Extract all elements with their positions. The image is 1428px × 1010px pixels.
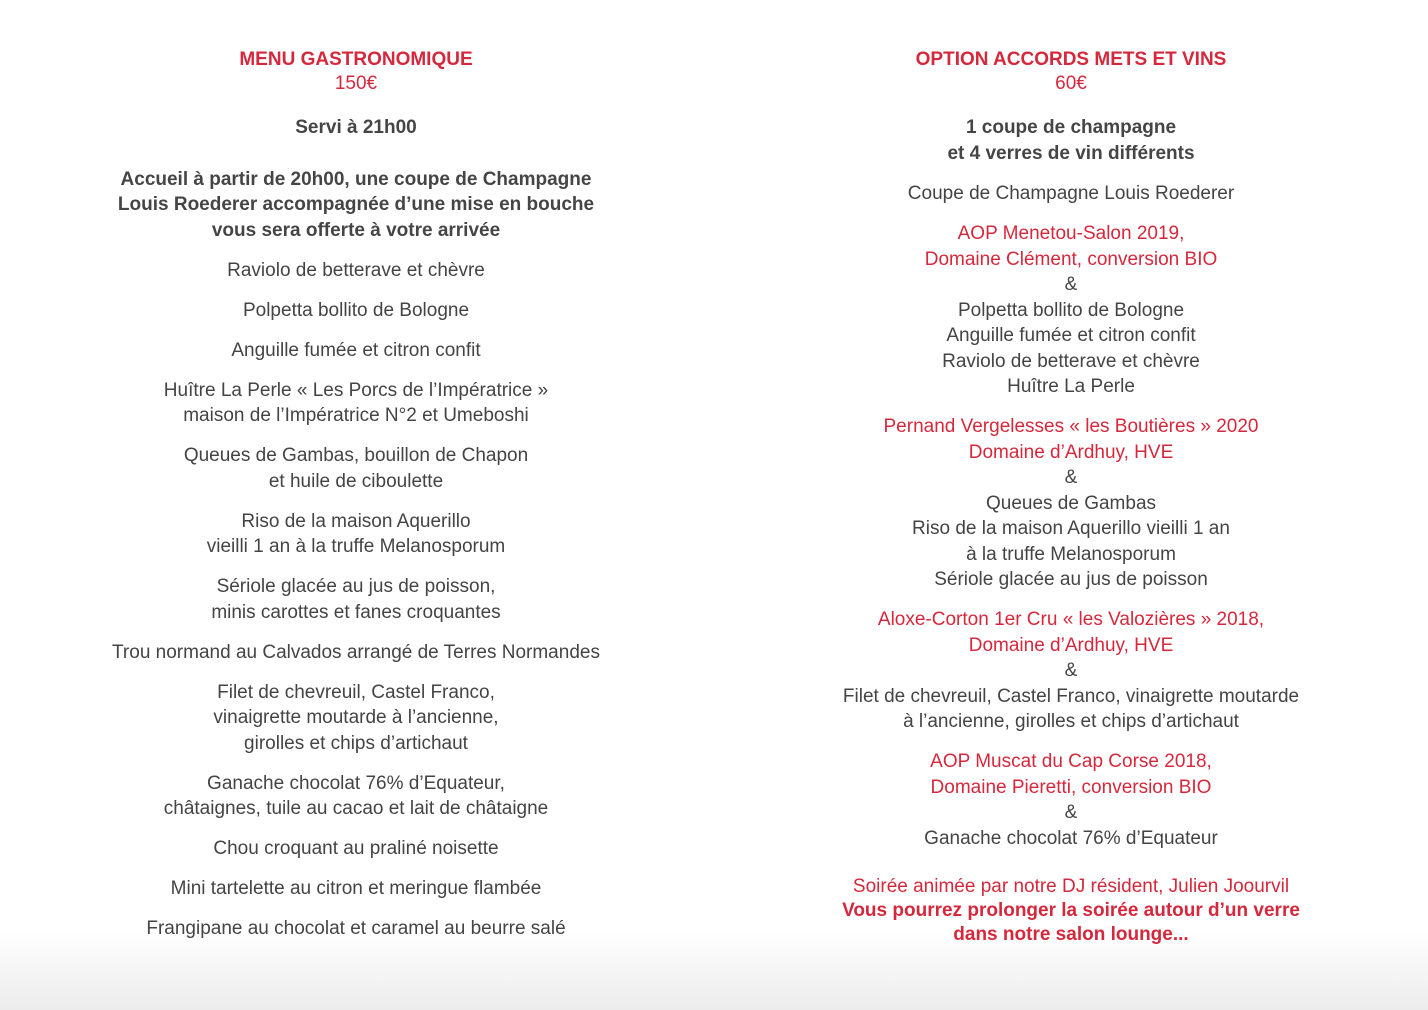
menu-line: Polpetta bollito de Bologne <box>957 299 1185 321</box>
menu-line: Louis Roederer accompagnée d’une mise en bouche <box>117 194 595 215</box>
right-item-block <box>756 749 1386 851</box>
menu-line: vinaigrette moutarde à l’ancienne, <box>213 707 499 728</box>
menu-line: Domaine d’Ardhuy, HVE <box>968 441 1174 463</box>
menu-line: à l’ancienne, girolles et chips d’artichaut <box>903 711 1239 732</box>
menu-line: Ganache chocolat 76% d’Equateur <box>924 827 1218 849</box>
left-item-block <box>36 836 676 862</box>
menu-line: Domaine Pieretti, conversion BIO <box>930 776 1212 798</box>
menu-line: Riso de la maison Aquerillo vieilli 1 an <box>912 518 1230 539</box>
menu-line: Servi à 21h00 <box>295 117 417 138</box>
left-item-block <box>36 574 676 625</box>
menu-line: et huile de ciboulette <box>268 470 444 492</box>
right-item-block <box>756 221 1386 400</box>
menu-line: & <box>1064 467 1078 488</box>
menu-line: Accueil à partir de 20h00, une coupe de Champagne <box>120 168 592 190</box>
menu-line: & <box>1064 802 1078 823</box>
menu-line: et 4 verres de vin différents <box>947 142 1195 164</box>
menu-line: girolles et chips d’artichaut <box>244 732 468 754</box>
left-item-block <box>36 640 676 666</box>
left-intro-block <box>36 167 676 244</box>
section-title: OPTION ACCORDS METS ET VINS <box>915 49 1227 70</box>
right-intro-block <box>756 181 1386 207</box>
wine-pairing-column <box>756 48 1386 947</box>
menu-line: vous sera offerte à votre arrivée <box>211 219 501 241</box>
section-price: 150€ <box>334 73 378 94</box>
menu-line: & <box>1064 274 1078 295</box>
menu-line: maison de l’Impératrice N°2 et Umeboshi <box>183 405 529 426</box>
menu-gastronomique-column <box>36 48 676 942</box>
left-item-block <box>36 876 676 902</box>
menu-line: Raviolo de betterave et chèvre <box>942 350 1200 372</box>
menu-line: Raviolo de betterave et chèvre <box>227 259 485 281</box>
right-item-block <box>756 414 1386 593</box>
left-item-block <box>36 509 676 560</box>
menu-line: Vous pourrez prolonger la soirée autour d’un verre <box>842 900 1300 921</box>
left-item-block <box>36 298 676 324</box>
left-intro-block <box>36 115 676 141</box>
menu-line: Queues de Gambas, bouillon de Chapon <box>183 445 529 466</box>
section-title: MENU GASTRONOMIQUE <box>239 49 473 70</box>
menu-line: Aloxe-Corton 1er Cru « les Valozières » 2018, <box>877 609 1265 630</box>
menu-line: Polpetta bollito de Bologne <box>242 299 470 321</box>
right-intro-block <box>756 115 1386 166</box>
menu-line: AOP Menetou-Salon 2019, <box>957 223 1185 244</box>
left-item-block <box>36 258 676 284</box>
menu-line: Sériole glacée au jus de poisson <box>934 569 1208 590</box>
menu-line: 1 coupe de champagne <box>965 117 1177 138</box>
left-header-block <box>36 48 676 96</box>
left-item-block <box>36 338 676 364</box>
right-item-block <box>756 607 1386 735</box>
menu-line: Riso de la maison Aquerillo <box>241 510 471 532</box>
menu-line: Ganache chocolat 76% d’Equateur, <box>207 772 505 794</box>
menu-line: Chou croquant au praliné noisette <box>213 838 499 859</box>
section-price: 60€ <box>1055 73 1087 94</box>
menu-line: Queues de Gambas <box>985 492 1157 514</box>
left-item-block <box>36 771 676 822</box>
menu-line: châtaignes, tuile au cacao et lait de châtaigne <box>163 798 549 819</box>
menu-line: Huître La Perle <box>1007 376 1135 397</box>
menu-line: Mini tartelette au citron et meringue flambée <box>170 878 542 899</box>
menu-line: Frangipane au chocolat et caramel au beurre salé <box>146 918 566 939</box>
left-item-block <box>36 680 676 757</box>
menu-line: Sériole glacée au jus de poisson, <box>216 576 496 597</box>
menu-line: Filet de chevreuil, Castel Franco, <box>217 681 495 703</box>
menu-line: vieilli 1 an à la truffe Melanosporum <box>206 536 506 557</box>
menu-line: dans notre salon lounge... <box>953 924 1189 945</box>
menu-line: Soirée animée par notre DJ résident, Julien Joourvil <box>852 876 1290 897</box>
menu-line: AOP Muscat du Cap Corse 2018, <box>930 751 1212 772</box>
menu-line: Anguille fumée et citron confit <box>946 325 1196 346</box>
right-header-block <box>756 48 1386 96</box>
menu-line: à la truffe Melanosporum <box>966 543 1176 565</box>
menu-line: & <box>1064 660 1078 681</box>
right-footer-block <box>756 875 1386 947</box>
menu-line: Domaine d’Ardhuy, HVE <box>968 634 1174 656</box>
left-item-block <box>36 378 676 429</box>
menu-line: Domaine Clément, conversion BIO <box>924 248 1218 270</box>
left-item-block <box>36 916 676 942</box>
menu-line: minis carottes et fanes croquantes <box>211 601 501 623</box>
left-item-block <box>36 443 676 494</box>
menu-line: Huître La Perle « Les Porcs de l’Impératrice » <box>163 379 549 401</box>
menu-line: Pernand Vergelesses « les Boutières » 2020 <box>883 416 1259 437</box>
menu-line: Coupe de Champagne Louis Roederer <box>907 183 1235 204</box>
menu-line: Filet de chevreuil, Castel Franco, vinaigrette moutarde <box>842 685 1300 707</box>
menu-line: Trou normand au Calvados arrangé de Terres Normandes <box>112 641 600 663</box>
menu-line: Anguille fumée et citron confit <box>231 339 481 361</box>
